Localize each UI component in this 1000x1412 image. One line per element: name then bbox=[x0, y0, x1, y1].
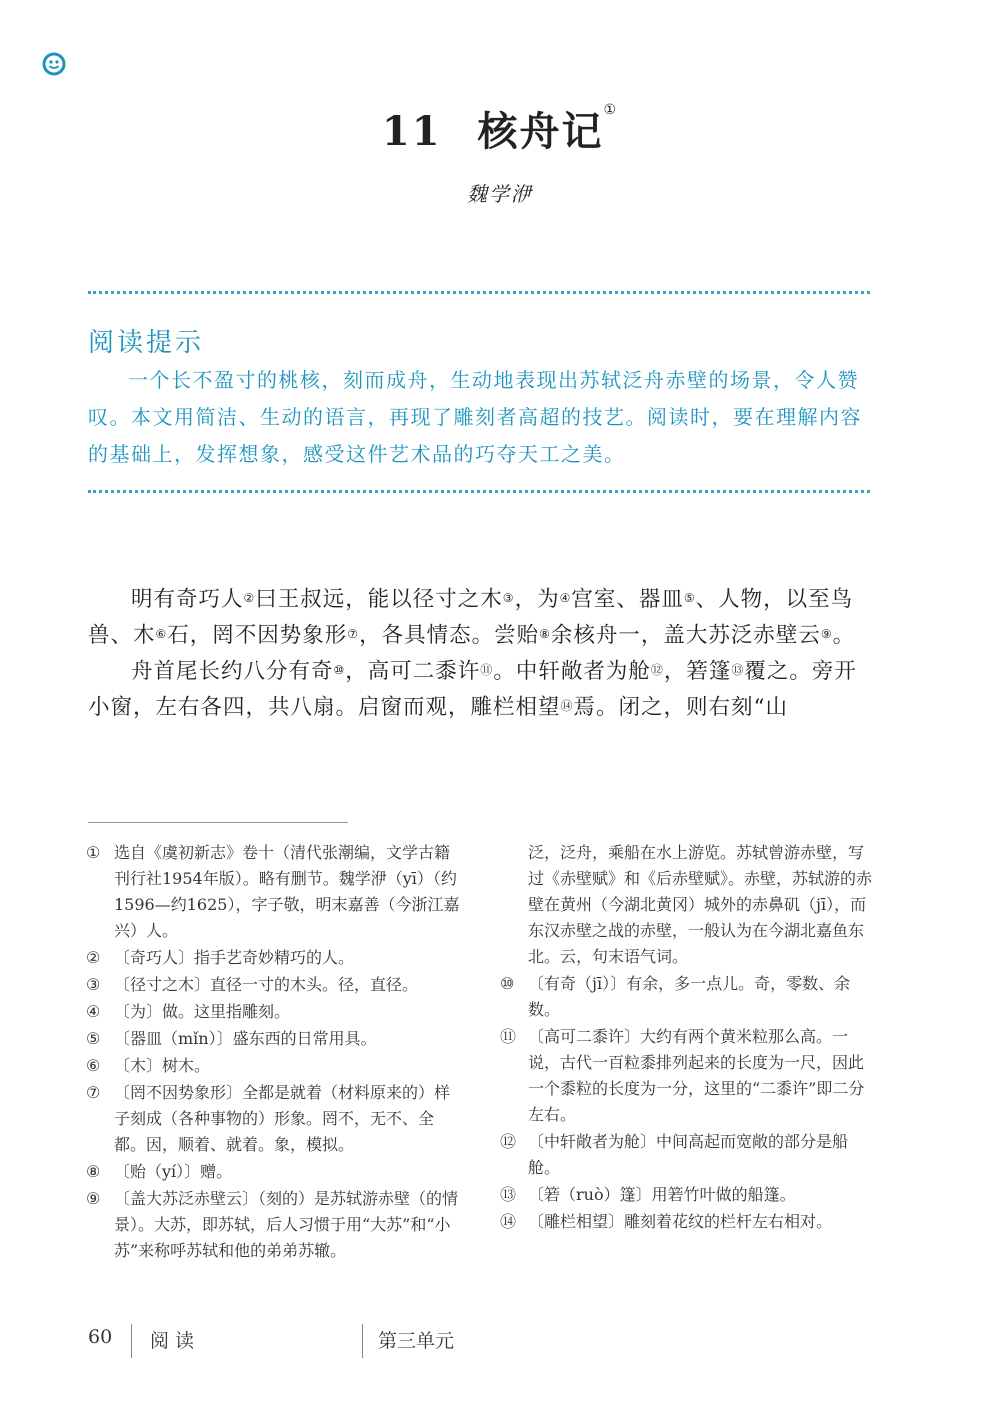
reading-tip-text bbox=[88, 362, 870, 473]
footnote: ① 选自《虞初新志》卷十（清代张潮编，文学古籍刊行社1954年版）。略有删节。魏学洢（yī）（约1596—约1625），字子敬，明末嘉善（今浙江嘉兴）人。 bbox=[86, 843, 460, 940]
reading-tip-heading: 阅读提示 bbox=[88, 328, 205, 358]
lesson-number: 11 bbox=[381, 108, 442, 155]
footnote: ② 〔奇巧人〕指手艺奇妙精巧的人。 bbox=[86, 948, 355, 967]
dotted-divider-top bbox=[88, 291, 870, 294]
smiley-icon bbox=[42, 52, 66, 76]
footnote-continuation: 泛，泛舟，乘船在水上游览。苏轼曾游赤壁，写过《赤壁赋》和《后赤壁赋》。赤壁，苏轼游的赤壁在黄州（今湖北黄冈）城外的赤鼻矶（jī），而东汉赤壁之战的赤壁，一般认为在今湖北嘉鱼东北。云，句末语气词。 bbox=[528, 843, 873, 966]
author-name: 魏学洢 bbox=[467, 182, 533, 206]
footnote: ⑪ 〔高可二黍许〕大约有两个黄米粒那么高。一说，古代一百粒黍排列起来的长度为一尺，因此一个黍粒的长度为一分，这里的“二黍许”即二分左右。 bbox=[500, 1027, 865, 1124]
footnote: ⑩ 〔有奇（jī）〕有余，多一点儿。奇，零数、余数。 bbox=[500, 974, 851, 1019]
note-marker: ⑨ bbox=[820, 627, 833, 641]
note-marker: ⑬ bbox=[731, 663, 745, 677]
footnote: ⑭ 〔雕栏相望〕雕刻着花纹的栏杆左右相对。 bbox=[500, 1212, 833, 1231]
reading-tip-paragraph: 一个长不盈寸的桃核，刻而成舟，生动地表现出苏轼泛舟赤壁的场景，令人赞叹。本文用简洁、生动的语言，再现了雕刻者高超的技艺。阅读时，要在理解内容的基础上，发挥想象，感受这件艺术品的巧夺天工之美。 bbox=[88, 368, 862, 466]
footnote: ⑨ 〔盖大苏泛赤壁云〕（刻的）是苏轼游赤壁（的情景）。大苏，即苏轼，后人习惯于用“大苏”和“小苏”来称呼苏轼和他的弟弟苏辙。 bbox=[86, 1189, 459, 1260]
body-paragraph-2: 舟首尾长约八分有奇⑩，高可二黍许⑪。中轩敞者为舱⑫，箬篷⑬覆之。旁开小窗，左右各四，共八扇。启窗而观，雕栏相望⑭焉。闭之，则右刻“山 bbox=[88, 659, 857, 720]
footer-section: 阅读 bbox=[150, 1330, 201, 1352]
note-marker: ⑤ bbox=[683, 591, 696, 605]
footnote-rule bbox=[88, 822, 348, 823]
page-number: 60 bbox=[88, 1326, 113, 1348]
footer-divider bbox=[131, 1324, 132, 1358]
lesson-title-text: 核舟记 bbox=[477, 108, 604, 155]
note-marker: ⑪ bbox=[480, 663, 494, 677]
footnotes-left-column bbox=[86, 840, 462, 1265]
note-marker: ④ bbox=[559, 591, 572, 605]
note-marker: ⑩ bbox=[333, 663, 346, 677]
note-marker: ⑭ bbox=[560, 699, 574, 713]
footnote: ⑤ 〔器皿（mǐn）〕盛东西的日常用具。 bbox=[86, 1029, 377, 1048]
footnote: ⑬ 〔箬（ruò）篷〕用箬竹叶做的船篷。 bbox=[500, 1185, 796, 1204]
note-marker: ⑥ bbox=[155, 627, 168, 641]
note-marker: ⑫ bbox=[650, 663, 664, 677]
footnote: ⑫ 〔中轩敞者为舱〕中间高起而宽敞的部分是船舱。 bbox=[500, 1132, 849, 1177]
note-marker: ⑧ bbox=[539, 627, 551, 641]
footnote: ③ 〔径寸之木〕直径一寸的木头。径，直径。 bbox=[86, 975, 419, 994]
footnote: ⑥ 〔木〕树木。 bbox=[86, 1056, 211, 1075]
footnotes-right-column bbox=[500, 840, 876, 1236]
body-paragraph-1: 明有奇巧人②曰王叔远，能以径寸之木③，为④宫室、器皿⑤、人物，以至鸟兽、木⑥石，罔不因势象形⑦，各具情态。尝贻⑧余核舟一，盖大苏泛赤壁云⑨。 bbox=[88, 587, 856, 648]
footer-unit: 第三单元 bbox=[378, 1330, 455, 1352]
footnote: ⑧ 〔贻（yí）〕赠。 bbox=[86, 1162, 233, 1181]
lesson-title bbox=[0, 100, 1000, 157]
title-note-marker: ① bbox=[603, 102, 619, 118]
note-marker: ⑦ bbox=[347, 627, 360, 641]
dotted-divider-bottom bbox=[88, 490, 870, 493]
footer-divider bbox=[362, 1324, 363, 1358]
note-marker: ② bbox=[243, 591, 256, 605]
footnote: ⑦ 〔罔不因势象形〕全都是就着（材料原来的）样子刻成（各种事物的）形象。罔不，无不、全都。因，顺着、就着。象，模拟。 bbox=[86, 1083, 451, 1154]
main-text bbox=[88, 582, 870, 726]
note-marker: ③ bbox=[502, 591, 515, 605]
footnote: ④ 〔为〕做。这里指雕刻。 bbox=[86, 1002, 291, 1021]
